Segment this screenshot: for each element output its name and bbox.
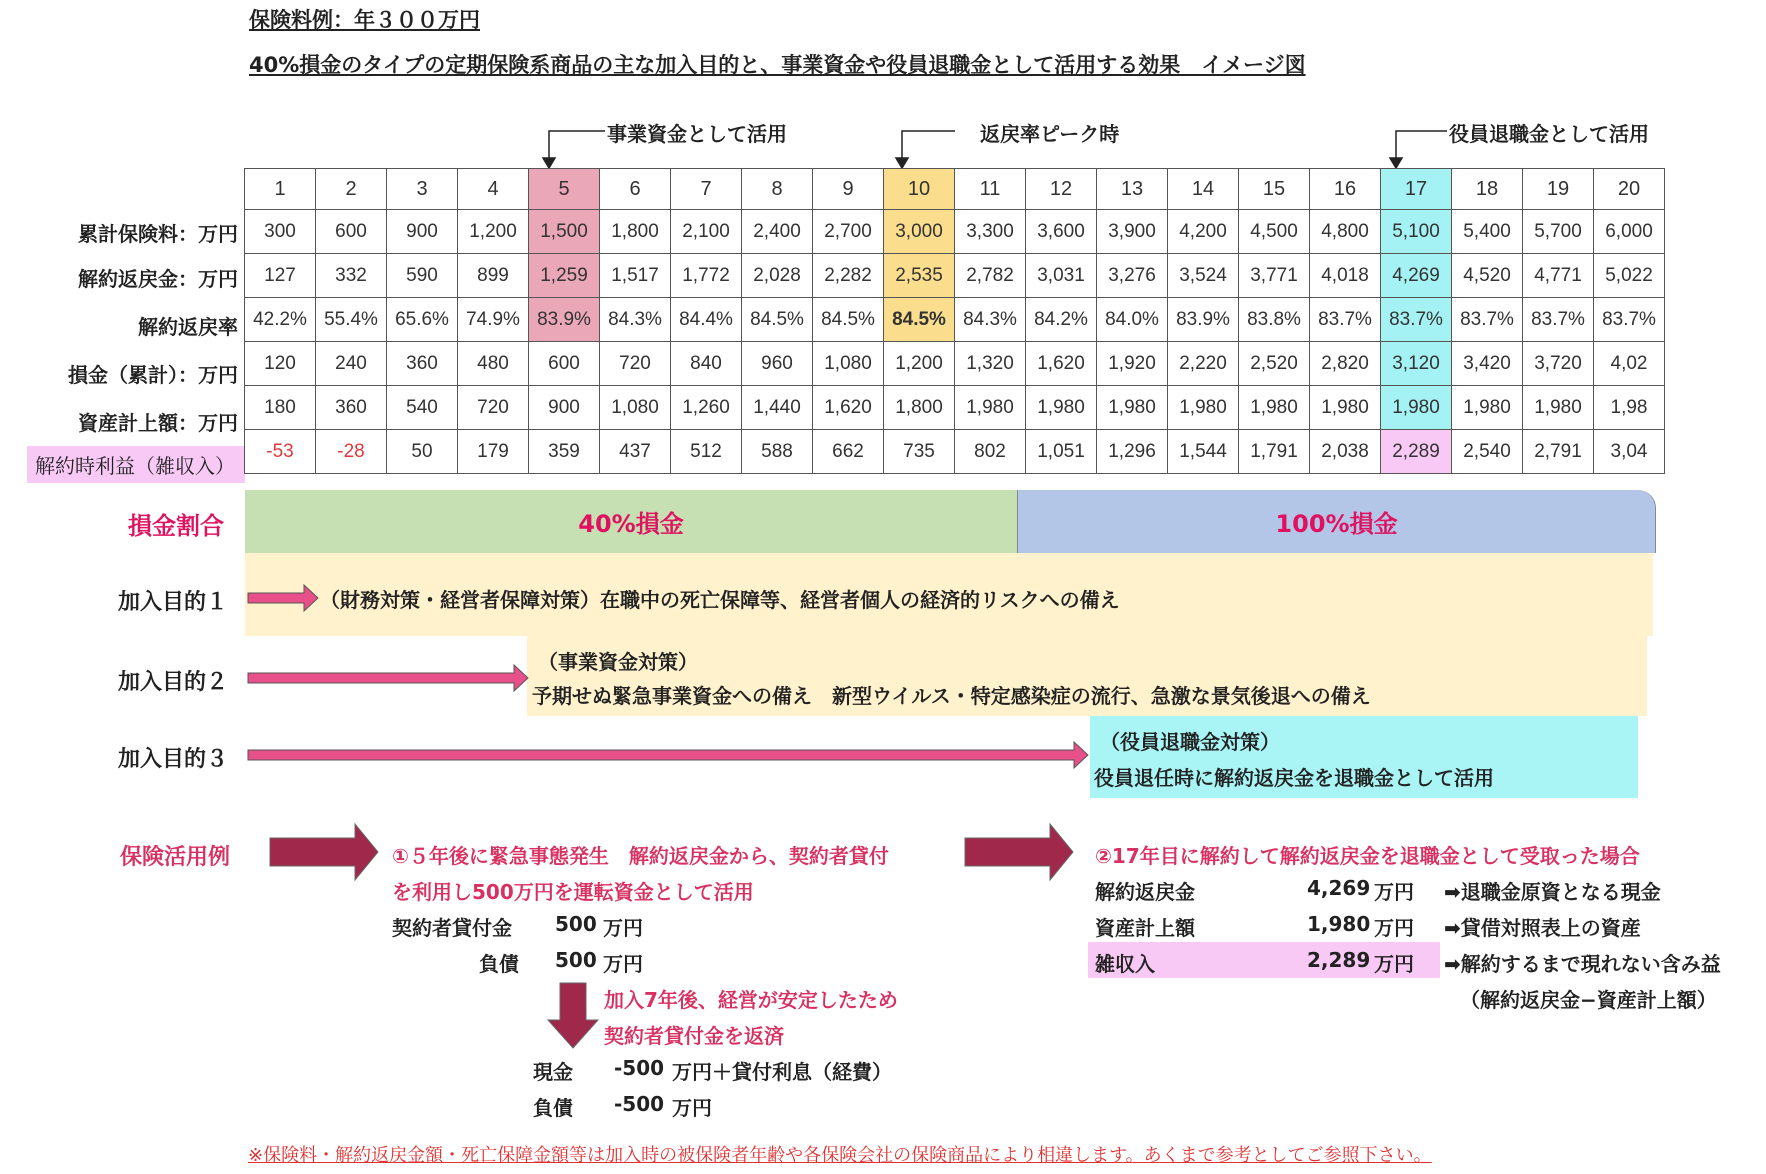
table-cell: 83.7%: [1381, 298, 1452, 342]
case2-row3-unit: 万円: [1374, 952, 1414, 976]
table-cell: 300: [245, 210, 316, 254]
table-cell: 2,520: [1239, 342, 1310, 386]
table-cell: 662: [813, 430, 884, 474]
table-cell: 2,400: [742, 210, 813, 254]
table-cell: 1,200: [458, 210, 529, 254]
table-cell: 2,100: [671, 210, 742, 254]
table-cell: 437: [600, 430, 671, 474]
table-cell: 588: [742, 430, 813, 474]
callout-arrows: [0, 0, 1766, 180]
year-header: 7: [671, 169, 742, 210]
table-cell: 4,800: [1310, 210, 1381, 254]
table-cell: 802: [955, 430, 1026, 474]
table-row: [245, 342, 1665, 386]
table-cell: 65.6%: [387, 298, 458, 342]
table-cell: 84.5%: [813, 298, 884, 342]
table-cell: 3,771: [1239, 254, 1310, 298]
table-cell: 120: [245, 342, 316, 386]
table-cell: 359: [529, 430, 600, 474]
table-cell: 179: [458, 430, 529, 474]
purpose3-heading: （役員退職金対策）: [1100, 730, 1280, 754]
year-header: 10: [884, 169, 955, 210]
table-cell: 2,028: [742, 254, 813, 298]
table-cell: 84.2%: [1026, 298, 1097, 342]
band-100-percent: 100%損金: [1018, 490, 1656, 553]
purpose2-label: 加入目的２: [118, 670, 229, 695]
repay-line2: 契約者貸付金を返済: [604, 1024, 784, 1048]
case1-line1: ①５年後に緊急事態発生 解約返戻金から、契約者貸付: [392, 844, 889, 868]
table-cell: 735: [884, 430, 955, 474]
table-cell: 1,980: [955, 386, 1026, 430]
table-cell: -53: [245, 430, 316, 474]
table-cell: 55.4%: [316, 298, 387, 342]
table-cell: 83.7%: [1523, 298, 1594, 342]
purpose2-heading: （事業資金対策）: [538, 650, 698, 674]
table-cell: 480: [458, 342, 529, 386]
table-cell: 1,800: [884, 386, 955, 430]
table-cell: 1,980: [1026, 386, 1097, 430]
case2-row1-label: 解約返戻金: [1095, 880, 1195, 904]
data-table: [244, 168, 1665, 474]
table-cell: 5,100: [1381, 210, 1452, 254]
table-cell: 1,544: [1168, 430, 1239, 474]
table-cell: 127: [245, 254, 316, 298]
table-cell: 900: [387, 210, 458, 254]
year-header: 9: [813, 169, 884, 210]
page-subtitle: 40%損金のタイプの定期保険系商品の主な加入目的と、事業資金や役員退職金として活用する効果 イメージ図: [249, 53, 1306, 77]
case2-row1-note: ➡退職金原資となる現金: [1444, 880, 1661, 904]
year-header: 5: [529, 169, 600, 210]
table-cell: 1,920: [1097, 342, 1168, 386]
table-cell: 4,269: [1381, 254, 1452, 298]
loan-unit: 万円: [603, 916, 643, 940]
year-header: 12: [1026, 169, 1097, 210]
table-cell: 2,791: [1523, 430, 1594, 474]
table-cell: 6,000: [1594, 210, 1665, 254]
table-cell: 512: [671, 430, 742, 474]
debt2-unit: 万円: [672, 1096, 712, 1120]
cash-value: -500: [614, 1056, 665, 1080]
table-cell: 1,980: [1381, 386, 1452, 430]
cash-note: 万円＋貸付利息（経費）: [672, 1060, 892, 1084]
table-cell: 84.4%: [671, 298, 742, 342]
table-cell: 83.9%: [529, 298, 600, 342]
debt-label: 負債: [479, 952, 519, 976]
table-cell: 1,200: [884, 342, 955, 386]
table-cell: 84.5%: [884, 298, 955, 342]
table-cell: 1,980: [1239, 386, 1310, 430]
table-cell: 1,980: [1168, 386, 1239, 430]
table-cell: 3,900: [1097, 210, 1168, 254]
table-cell: 2,220: [1168, 342, 1239, 386]
table-cell: 3,600: [1026, 210, 1097, 254]
table-cell: 1,080: [600, 386, 671, 430]
table-cell: 1,620: [813, 386, 884, 430]
row-label-asset: 資産計上額：万円: [78, 411, 238, 435]
table-cell: 3,000: [884, 210, 955, 254]
case2-row2-value: 1,980: [1307, 912, 1371, 936]
table-cell: 1,320: [955, 342, 1026, 386]
debt2-value: -500: [614, 1092, 665, 1116]
case2-row1-value: 4,269: [1307, 876, 1371, 900]
table-cell: 1,517: [600, 254, 671, 298]
table-cell: 1,296: [1097, 430, 1168, 474]
year-header: 8: [742, 169, 813, 210]
table-cell: 3,720: [1523, 342, 1594, 386]
table-cell: 1,620: [1026, 342, 1097, 386]
table-cell: 840: [671, 342, 742, 386]
table-header-row: [245, 169, 1665, 210]
case2-title: ②17年目に解約して解約返戻金を退職金として受取った場合: [1095, 844, 1640, 868]
table-row: [245, 386, 1665, 430]
table-cell: 2,038: [1310, 430, 1381, 474]
table-cell: 3,120: [1381, 342, 1452, 386]
table-cell: 2,700: [813, 210, 884, 254]
purpose2-text: 予期せぬ緊急事業資金への備え 新型ウイルス・特定感染症の流行、急激な景気後退への備え: [532, 684, 1371, 708]
repay-line1: 加入7年後、経営が安定したため: [604, 988, 898, 1012]
table-cell: 1,800: [600, 210, 671, 254]
purpose3-label: 加入目的３: [118, 747, 229, 772]
table-cell: 5,700: [1523, 210, 1594, 254]
table-cell: 4,771: [1523, 254, 1594, 298]
case2-row1-unit: 万円: [1374, 880, 1414, 904]
year-header: 6: [600, 169, 671, 210]
table-cell: 2,782: [955, 254, 1026, 298]
case2-row3-note: ➡解約するまで現れない含み益: [1444, 952, 1721, 976]
example-label: 保険活用例: [120, 845, 231, 870]
year-header: 17: [1381, 169, 1452, 210]
table-cell: 4,018: [1310, 254, 1381, 298]
table-cell: 83.7%: [1594, 298, 1665, 342]
table-cell: 2,540: [1452, 430, 1523, 474]
table-row: [245, 210, 1665, 254]
table-cell: 1,260: [671, 386, 742, 430]
row-label-profit: 解約時利益（雑収入）: [27, 446, 245, 483]
table-cell: 600: [316, 210, 387, 254]
purpose1-text: （財務対策・経営者保障対策）在職中の死亡保障等、経営者個人の経済的リスクへの備え: [320, 588, 1120, 612]
callout-peak: 返戻率ピーク時: [980, 122, 1120, 146]
table-cell: 600: [529, 342, 600, 386]
table-cell: 83.8%: [1239, 298, 1310, 342]
row-label-deductible: 損金（累計）：万円: [68, 363, 238, 387]
callout-business-fund: 事業資金として活用: [607, 122, 787, 146]
row-label-premium: 累計保険料：万円: [78, 222, 238, 246]
year-header: 20: [1594, 169, 1665, 210]
case2-row2-unit: 万円: [1374, 916, 1414, 940]
table-cell: 84.3%: [600, 298, 671, 342]
table-cell: 180: [245, 386, 316, 430]
table-cell: 84.5%: [742, 298, 813, 342]
table-cell: 2,535: [884, 254, 955, 298]
table-cell: 4,02: [1594, 342, 1665, 386]
ratio-label: 損金割合: [128, 512, 224, 540]
case2-row2-note: ➡貸借対照表上の資産: [1444, 916, 1641, 940]
table-cell: 3,524: [1168, 254, 1239, 298]
band-40-percent: 40%損金: [245, 490, 1018, 553]
table-cell: 74.9%: [458, 298, 529, 342]
purpose3-text: 役員退任時に解約返戻金を退職金として活用: [1094, 766, 1494, 790]
table-cell: 83.7%: [1452, 298, 1523, 342]
debt2-label: 負債: [533, 1096, 573, 1120]
table-cell: 1,980: [1452, 386, 1523, 430]
row-label-surrender: 解約返戻金：万円: [78, 267, 238, 291]
table-cell: 1,080: [813, 342, 884, 386]
table-cell: 1,980: [1523, 386, 1594, 430]
table-cell: 4,520: [1452, 254, 1523, 298]
case2-row2-label: 資産計上額: [1095, 916, 1195, 940]
table-cell: 2,282: [813, 254, 884, 298]
table-cell: 360: [387, 342, 458, 386]
row-label-rate: 解約返戻率: [138, 315, 238, 339]
table-cell: 4,200: [1168, 210, 1239, 254]
table-cell: 83.9%: [1168, 298, 1239, 342]
table-cell: 2,820: [1310, 342, 1381, 386]
table-cell: 590: [387, 254, 458, 298]
table-cell: 1,980: [1310, 386, 1381, 430]
year-header: 19: [1523, 169, 1594, 210]
case2-paren: （解約返戻金−資産計上額）: [1460, 988, 1717, 1012]
table-cell: 4,500: [1239, 210, 1310, 254]
table-cell: 42.2%: [245, 298, 316, 342]
page-title: 保険料例：年３００万円: [249, 8, 480, 32]
purpose1-label: 加入目的１: [118, 590, 229, 615]
table-cell: 960: [742, 342, 813, 386]
table-cell: 3,420: [1452, 342, 1523, 386]
table-cell: 332: [316, 254, 387, 298]
table-cell: -28: [316, 430, 387, 474]
year-header: 3: [387, 169, 458, 210]
table-cell: 84.3%: [955, 298, 1026, 342]
year-header: 2: [316, 169, 387, 210]
year-header: 14: [1168, 169, 1239, 210]
case2-row3-value: 2,289: [1307, 948, 1371, 972]
debt-value: 500: [555, 948, 597, 972]
table-row: [245, 298, 1665, 342]
table-cell: 3,031: [1026, 254, 1097, 298]
loan-label: 契約者貸付金: [392, 916, 512, 940]
year-header: 13: [1097, 169, 1168, 210]
table-cell: 1,980: [1097, 386, 1168, 430]
table-cell: 3,276: [1097, 254, 1168, 298]
table-cell: 1,440: [742, 386, 813, 430]
year-header: 1: [245, 169, 316, 210]
debt-unit: 万円: [603, 952, 643, 976]
cash-label: 現金: [533, 1060, 573, 1084]
year-header: 4: [458, 169, 529, 210]
loan-value: 500: [555, 912, 597, 936]
table-cell: 5,022: [1594, 254, 1665, 298]
table-cell: 1,500: [529, 210, 600, 254]
table-cell: 720: [600, 342, 671, 386]
table-row: [245, 254, 1665, 298]
year-header: 11: [955, 169, 1026, 210]
callout-retirement: 役員退職金として活用: [1449, 122, 1649, 146]
table-cell: 1,791: [1239, 430, 1310, 474]
table-cell: 83.7%: [1310, 298, 1381, 342]
table-cell: 899: [458, 254, 529, 298]
year-header: 16: [1310, 169, 1381, 210]
year-header: 18: [1452, 169, 1523, 210]
table-cell: 240: [316, 342, 387, 386]
table-cell: 1,98: [1594, 386, 1665, 430]
year-header: 15: [1239, 169, 1310, 210]
table-cell: 84.0%: [1097, 298, 1168, 342]
table-cell: 3,300: [955, 210, 1026, 254]
case1-line2: を利用し500万円を運転資金として活用: [392, 880, 754, 904]
footnote: ※保険料・解約返戻金額・死亡保障金額等は加入時の被保険者年齢や各保険会社の保険商品により相違します。あくまで参考としてご参照下さい。: [248, 1145, 1432, 1166]
table-cell: 540: [387, 386, 458, 430]
table-cell: 3,04: [1594, 430, 1665, 474]
table-cell: 1,259: [529, 254, 600, 298]
case2-row3-label: 雑収入: [1095, 952, 1155, 976]
table-cell: 2,289: [1381, 430, 1452, 474]
table-cell: 50: [387, 430, 458, 474]
table-cell: 1,051: [1026, 430, 1097, 474]
table-cell: 1,772: [671, 254, 742, 298]
table-cell: 5,400: [1452, 210, 1523, 254]
table-row: [245, 430, 1665, 474]
table-cell: 360: [316, 386, 387, 430]
table-cell: 900: [529, 386, 600, 430]
table-cell: 720: [458, 386, 529, 430]
